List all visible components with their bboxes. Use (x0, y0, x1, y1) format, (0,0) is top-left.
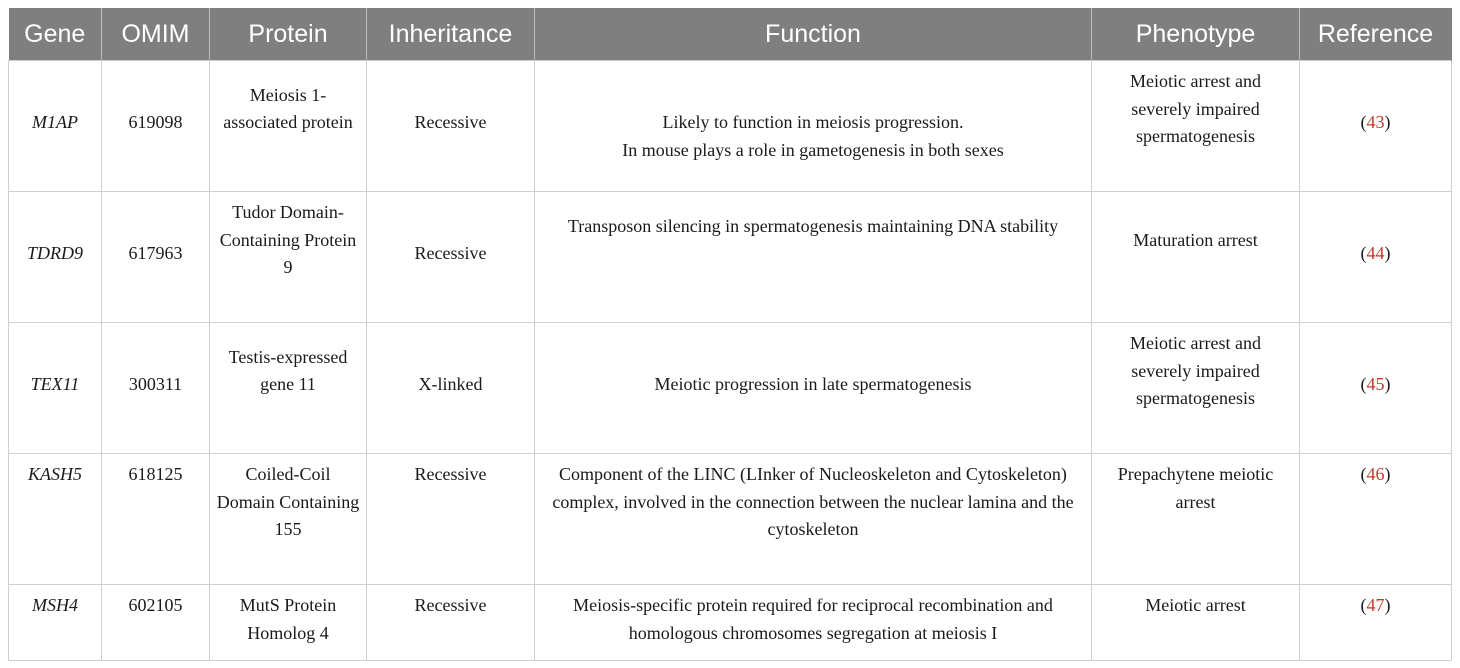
inheritance-mode: Recessive (414, 464, 487, 484)
reference-link[interactable]: 47 (1366, 595, 1385, 615)
omim-number: 617963 (128, 243, 183, 264)
function-text (541, 109, 1085, 164)
header-reference: Reference (1300, 9, 1452, 61)
table-container (8, 8, 1451, 661)
phenotype-text: Prepachytene meiotic arrest (1117, 464, 1274, 512)
cell-reference (1300, 585, 1452, 661)
function-line: In mouse plays a role in gametogenesis in both sexes (622, 139, 1004, 160)
reference-link[interactable]: 44 (1366, 243, 1385, 264)
protein-name: Tudor Domain-Containing Protein 9 (219, 202, 357, 277)
header-function: Function (535, 9, 1092, 61)
reference-link[interactable]: 43 (1366, 112, 1385, 133)
cell-omim (102, 61, 210, 192)
reference-cell: (43) (1360, 112, 1391, 133)
phenotype-text: Meiotic arrest and severely impaired spermatogenesis (1130, 333, 1261, 408)
cell-gene (9, 61, 102, 192)
cell-phenotype (1092, 61, 1300, 192)
phenotype-text: Maturation arrest (1133, 229, 1258, 250)
cell-gene (9, 454, 102, 585)
table-row (9, 323, 1452, 454)
gene-symbol: TDRD9 (26, 243, 83, 264)
function-text (541, 461, 1085, 544)
reference-cell: (44) (1360, 243, 1391, 264)
function-text (541, 592, 1085, 647)
cell-inheritance (367, 585, 535, 661)
cell-protein (210, 61, 367, 192)
gene-table (8, 8, 1452, 661)
header-protein: Protein (210, 9, 367, 61)
cell-inheritance (367, 61, 535, 192)
cell-reference (1300, 61, 1452, 192)
header-phenotype: Phenotype (1092, 9, 1300, 61)
cell-gene (9, 323, 102, 454)
phenotype-text: Meiotic arrest and severely impaired spermatogenesis (1130, 71, 1261, 146)
cell-protein (210, 454, 367, 585)
cell-function (535, 454, 1092, 585)
protein-name: Coiled-Coil Domain Containing 155 (216, 464, 360, 539)
header-omim: OMIM (102, 9, 210, 61)
cell-reference (1300, 192, 1452, 323)
omim-number: 602105 (128, 595, 183, 615)
cell-function (535, 585, 1092, 661)
table-row (9, 192, 1452, 323)
cell-protein (210, 192, 367, 323)
reference-cell: (45) (1360, 374, 1391, 395)
protein-name: Testis-expressed gene 11 (228, 346, 348, 395)
header-row (9, 9, 1452, 61)
table-row (9, 585, 1452, 661)
cell-omim (102, 192, 210, 323)
cell-phenotype (1092, 585, 1300, 661)
cell-function (535, 192, 1092, 323)
gene-symbol: MSH4 (32, 595, 78, 615)
cell-omim (102, 323, 210, 454)
cell-omim (102, 454, 210, 585)
cell-function (535, 61, 1092, 192)
function-line: Component of the LINC (LInker of Nucleoskeleton and Cytoskeleton) complex, involved in the connection between the nuclear lamina and the cytoskeleton (552, 464, 1074, 539)
reference-link[interactable]: 46 (1366, 464, 1385, 484)
cell-gene (9, 192, 102, 323)
cell-gene (9, 585, 102, 661)
table-row (9, 454, 1452, 585)
omim-number: 300311 (128, 374, 183, 395)
header-gene: Gene (9, 9, 102, 61)
inheritance-mode: X-linked (418, 374, 483, 395)
inheritance-mode: Recessive (414, 595, 487, 615)
cell-protein (210, 323, 367, 454)
cell-omim (102, 585, 210, 661)
header-inheritance: Inheritance (367, 9, 535, 61)
cell-inheritance (367, 192, 535, 323)
cell-reference (1300, 454, 1452, 585)
cell-function (535, 323, 1092, 454)
reference-link[interactable]: 45 (1366, 374, 1385, 395)
cell-protein (210, 585, 367, 661)
cell-reference (1300, 323, 1452, 454)
reference-cell: (46) (1360, 464, 1391, 484)
reference-cell: (47) (1360, 595, 1391, 615)
gene-symbol: TEX11 (30, 374, 80, 395)
function-line: Likely to function in meiosis progression. (662, 112, 964, 133)
cell-inheritance (367, 454, 535, 585)
protein-name: Meiosis 1-associated protein (223, 84, 353, 133)
function-line: Transposon silencing in spermatogenesis maintaining DNA stability (567, 215, 1059, 236)
function-line: Meiotic progression in late spermatogenesis (654, 374, 972, 395)
protein-name: MutS Protein Homolog 4 (239, 595, 337, 643)
omim-number: 619098 (128, 112, 183, 133)
function-text (541, 213, 1085, 241)
function-line: Meiosis-specific protein required for reciprocal recombination and homologous chromosomes segregation at meiosis I (573, 595, 1053, 643)
gene-symbol: KASH5 (28, 464, 82, 484)
table-row (9, 61, 1452, 192)
inheritance-mode: Recessive (414, 112, 487, 133)
cell-phenotype (1092, 192, 1300, 323)
cell-phenotype (1092, 323, 1300, 454)
omim-number: 618125 (128, 464, 183, 484)
gene-symbol: M1AP (32, 112, 78, 133)
cell-inheritance (367, 323, 535, 454)
phenotype-text: Meiotic arrest (1145, 595, 1246, 615)
inheritance-mode: Recessive (414, 243, 487, 264)
cell-phenotype (1092, 454, 1300, 585)
function-text (541, 371, 1085, 399)
